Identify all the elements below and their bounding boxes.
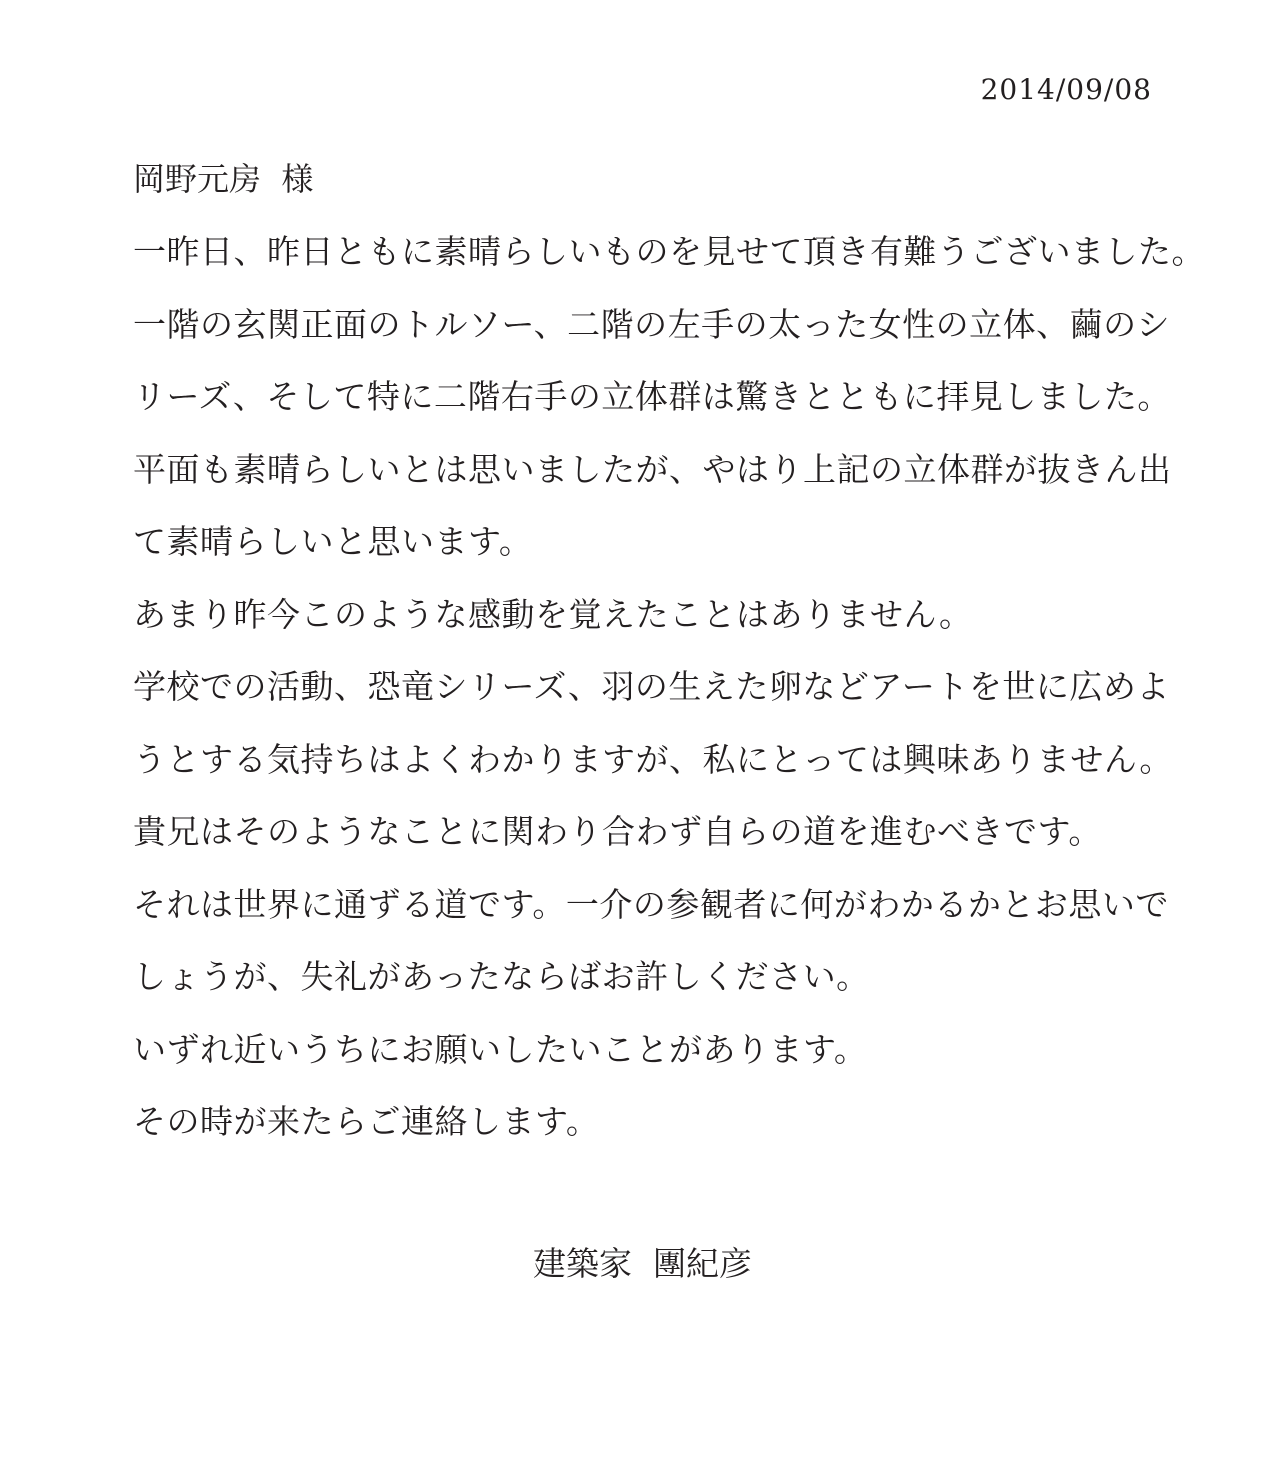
body-line: リーズ、そして特に二階右手の立体群は驚きとともに拝見しました。 xyxy=(133,377,1171,416)
body-line: それは世界に通ずる道です。一介の参観者に何がわかるかとお思いで xyxy=(133,884,1169,924)
body-line: その時が来たらご連絡します。 xyxy=(133,1102,600,1141)
body-line: 学校での活動、恐竜シリーズ、羽の生えた卵などアートを世に広めよ xyxy=(133,667,1170,706)
body-line: て素晴らしいと思います。 xyxy=(133,522,533,561)
letter-date: 2014/09/08 xyxy=(980,73,1152,106)
body-line: あまり昨今このような感動を覚えたことはありません。 xyxy=(133,594,973,634)
letter-body xyxy=(133,228,1203,1171)
body-line: 一階の玄関正面のトルソー、二階の左手の太った女性の立体、繭のシ xyxy=(133,304,1171,344)
body-line: しょうが、失礼があったならばお許しください。 xyxy=(133,957,870,996)
addressee: 岡野元房 様 xyxy=(133,160,314,198)
body-line: うとする気持ちはよくわかりますが、私にとっては興味ありません。 xyxy=(133,739,1173,779)
body-line: いずれ近いうちにお願いしたいことがあります。 xyxy=(133,1029,868,1069)
body-line: 貴兄はそのようなことに関わり合わず自らの道を進むべきです。 xyxy=(133,812,1102,851)
signature: 建築家 團紀彦 xyxy=(533,1244,752,1283)
body-line: 平面も素晴らしいとは思いましたが、やはり上記の立体群が抜きん出 xyxy=(133,449,1172,489)
body-line: 一昨日、昨日ともに素晴らしいものを見せて頂き有難うございました。 xyxy=(133,232,1205,271)
